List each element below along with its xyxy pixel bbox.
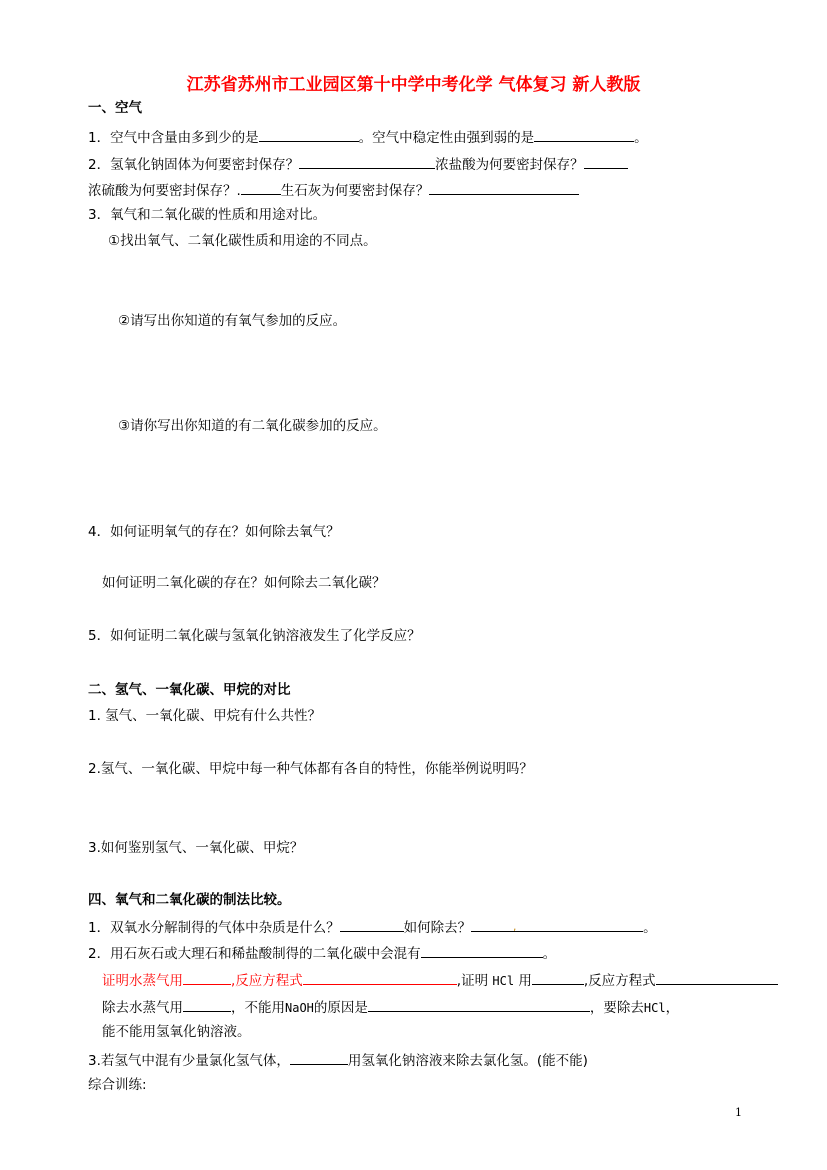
stray-mark: ,: [513, 922, 517, 933]
section-heading-comparison: 二、氢气、一氧化碳、甲烷的对比: [88, 682, 291, 698]
question-4-2-proof: [102, 969, 778, 991]
q-text-red: ,反应方程式: [231, 973, 303, 989]
q-text: ,反应方程式: [583, 973, 656, 989]
q-text: HCl: [643, 1001, 666, 1015]
q-text: 2．用石灰石或大理石和稀盐酸制得的二氧化碳中会混有: [88, 946, 421, 962]
q-text: 2．氢氧化钠固体为何要密封保存？: [88, 157, 300, 173]
question-4-2: [88, 942, 556, 964]
comprehensive-training-label: 综合训练:: [88, 1077, 147, 1093]
q-text-red: 证明水蒸气用: [102, 973, 183, 989]
q-text: 。: [634, 130, 648, 146]
question-4-1: [88, 916, 657, 938]
answer-blank[interactable]: [340, 916, 404, 932]
q-text: 用氢氧化钠溶液来除去氯化氢。(能不能): [347, 1053, 588, 1069]
q-text: 。: [542, 946, 557, 962]
answer-blank[interactable]: [471, 916, 643, 932]
q-text: 除去水蒸气用: [102, 1000, 183, 1016]
question-1-3: 3．氧气和二氧化碳的性质和用途对比。: [88, 207, 327, 223]
q-text: NaOH: [285, 1001, 314, 1015]
q-text: 3.若氢气中混有少量氯化氢气体，: [88, 1053, 290, 1069]
q-text: 浓盐酸为何要密封保存？: [435, 157, 584, 173]
q-text: HCl: [492, 974, 515, 988]
q-text: 的原因是: [313, 1000, 368, 1016]
document-title: 江苏省苏州市工业园区第十中学中考化学 气体复习 新人教版: [186, 75, 641, 95]
question-1-3-2: ②请写出你知道的有氧气参加的反应。: [118, 313, 347, 329]
q-text: 1．空气中含量由多到少的是: [88, 130, 259, 146]
question-1-5: 5．如何证明二氧化碳与氢氧化钠溶液发生了化学反应？: [88, 628, 421, 644]
question-2-1: 1. 氢气、一氧化碳、甲烷有什么共性？: [88, 708, 322, 724]
answer-blank[interactable]: [532, 969, 584, 985]
question-1-2a: [88, 153, 628, 175]
question-2-3: 3.如何鉴别氢气、一氧化碳、甲烷？: [88, 840, 304, 856]
q-text: ，: [665, 1000, 680, 1016]
question-4-2-remove: [102, 996, 679, 1018]
q-text: 。: [643, 920, 657, 936]
question-1-1: [88, 126, 648, 148]
answer-blank[interactable]: [241, 179, 281, 195]
q-text: 用: [514, 973, 532, 989]
q-text: ，要除去: [589, 1000, 644, 1016]
answer-blank[interactable]: [183, 996, 231, 1012]
question-4-3: [88, 1049, 588, 1071]
page-number: 1: [735, 1106, 742, 1119]
question-4-2-end: 能不能用氢氧化钠溶液。: [102, 1024, 251, 1040]
answer-blank[interactable]: [421, 942, 543, 958]
q-text: 1．双氧水分解制得的气体中杂质是什么？: [88, 920, 340, 936]
q-text: ,证明: [456, 973, 493, 989]
answer-blank[interactable]: [303, 969, 457, 985]
answer-blank[interactable]: [290, 1049, 348, 1065]
question-1-4b: 如何证明二氧化碳的存在？如何除去二氧化碳？: [102, 575, 386, 591]
question-1-3-3: ③请你写出你知道的有二氧化碳参加的反应。: [118, 418, 387, 434]
answer-blank[interactable]: [656, 969, 778, 985]
answer-blank[interactable]: [368, 996, 590, 1012]
question-1-3-1: ①找出氧气、二氧化碳性质和用途的不同点。: [108, 233, 377, 249]
question-1-4a: 4．如何证明氧气的存在？如何除去氧气？: [88, 524, 340, 540]
section-heading-preparation: 四、氧气和二氧化碳的制法比较。: [88, 892, 291, 908]
answer-blank[interactable]: [429, 179, 579, 195]
answer-blank[interactable]: [584, 153, 628, 169]
q-text: ，不能用: [231, 1000, 285, 1016]
answer-blank[interactable]: [259, 126, 359, 142]
question-2-2: 2.氢气、一氧化碳、甲烷中每一种气体都有各自的特性，你能举例说明吗？: [88, 761, 533, 777]
section-heading-air: 一、空气: [88, 100, 142, 116]
q-text: 如何除去？: [403, 920, 472, 936]
answer-blank[interactable]: [534, 126, 634, 142]
q-text: 生石灰为何要密封保存？: [280, 183, 430, 199]
q-text: 浓硫酸为何要密封保存？.: [88, 183, 241, 199]
question-1-2b: [88, 179, 579, 201]
q-text: 。空气中稳定性由强到弱的是: [358, 130, 535, 146]
answer-blank[interactable]: [299, 153, 435, 169]
answer-blank[interactable]: [183, 969, 231, 985]
